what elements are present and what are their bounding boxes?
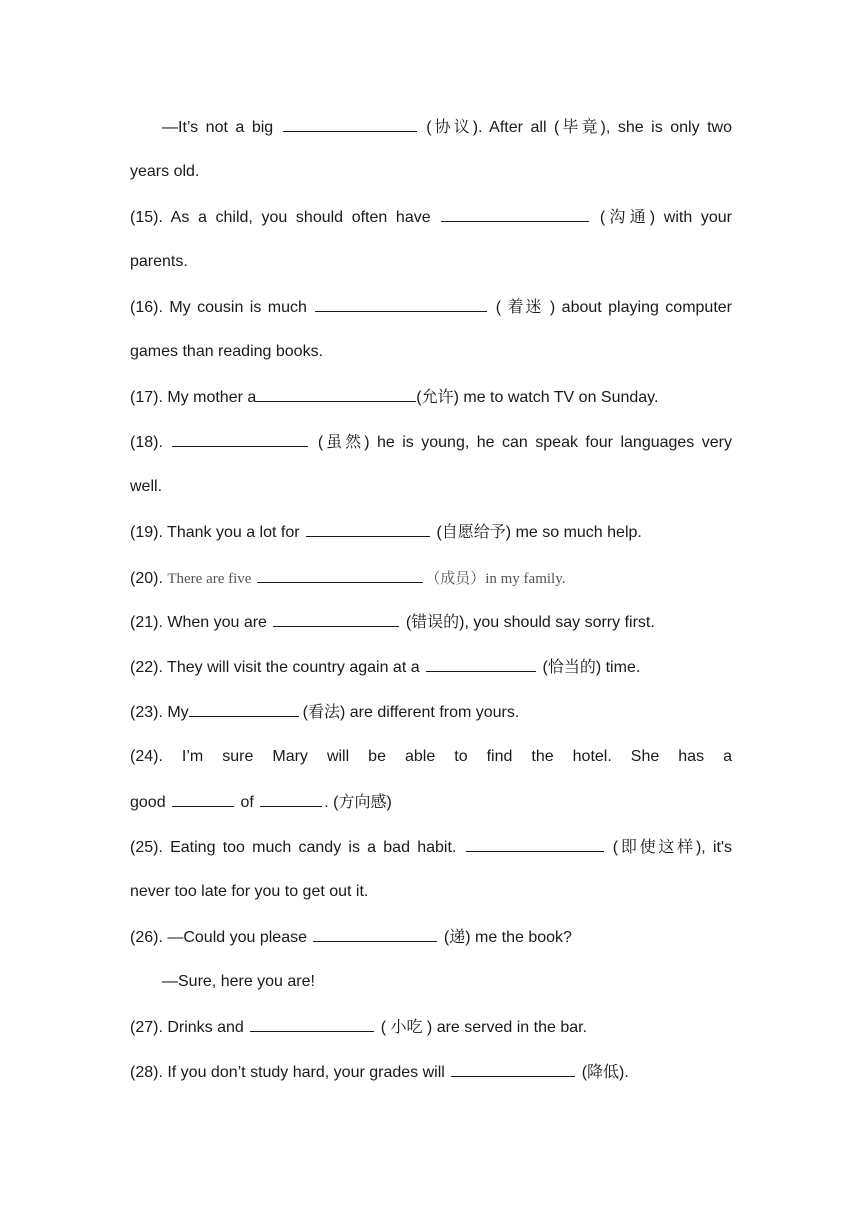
q24-line1: (24). I’m sure Mary will be able to find the hotel. She has a <box>130 748 732 765</box>
answer-blank[interactable] <box>260 790 322 807</box>
q26-line2: —Sure, here you are! <box>162 973 315 990</box>
q18-line2: well. <box>130 478 163 495</box>
q14-line2: years old. <box>130 163 200 180</box>
q24-line2: good of . (方向感) <box>130 790 732 814</box>
q25-line2: never too late for you to get out it. <box>130 883 369 900</box>
q16-line2: games than reading books. <box>130 343 324 360</box>
q26-line1: (26). —Could you please (递) me the book? <box>130 925 732 949</box>
q15-line2: parents. <box>130 253 188 270</box>
q21-line: (21). When you are (错误的), you should say sorry first. <box>130 610 732 634</box>
answer-blank[interactable] <box>257 566 423 583</box>
q16-line1: (16). My cousin is much ( 着迷 ) about playing computer <box>130 295 732 319</box>
answer-blank[interactable] <box>172 790 234 807</box>
answer-blank[interactable] <box>441 205 589 222</box>
answer-blank[interactable] <box>283 115 417 132</box>
q27-line: (27). Drinks and ( 小吃 ) are served in the bar. <box>130 1015 732 1039</box>
answer-blank[interactable] <box>256 385 416 402</box>
answer-blank[interactable] <box>189 700 299 717</box>
q23-line: (23). My (看法) are different from yours. <box>130 700 732 724</box>
q17-line: (17). My mother a (允许) me to watch TV on Sunday. <box>130 385 732 409</box>
q25-line1: (25). Eating too much candy is a bad habit. (即使这样), it's <box>130 835 732 859</box>
answer-blank[interactable] <box>426 655 536 672</box>
q14-line1: —It’s not a big (协议). After all (毕竟), she is only two <box>162 115 732 139</box>
q19-line: (19). Thank you a lot for (自愿给予) me so much help. <box>130 520 732 544</box>
answer-blank[interactable] <box>315 295 487 312</box>
q28-line: (28). If you don’t study hard, your grades will (降低). <box>130 1060 732 1084</box>
answer-blank[interactable] <box>451 1060 575 1077</box>
q18-line1: (18). (虽然) he is young, he can speak four languages very <box>130 430 732 454</box>
answer-blank[interactable] <box>466 835 604 852</box>
answer-blank[interactable] <box>250 1015 374 1032</box>
answer-blank[interactable] <box>273 610 399 627</box>
answer-blank[interactable] <box>172 430 308 447</box>
answer-blank[interactable] <box>306 520 430 537</box>
q22-line: (22). They will visit the country again at a (恰当的) time. <box>130 655 732 679</box>
q20-line: (20). There are five （成员）in my family. <box>130 566 732 590</box>
answer-blank[interactable] <box>313 925 437 942</box>
q15-line1: (15). As a child, you should often have (沟通) with your <box>130 205 732 229</box>
